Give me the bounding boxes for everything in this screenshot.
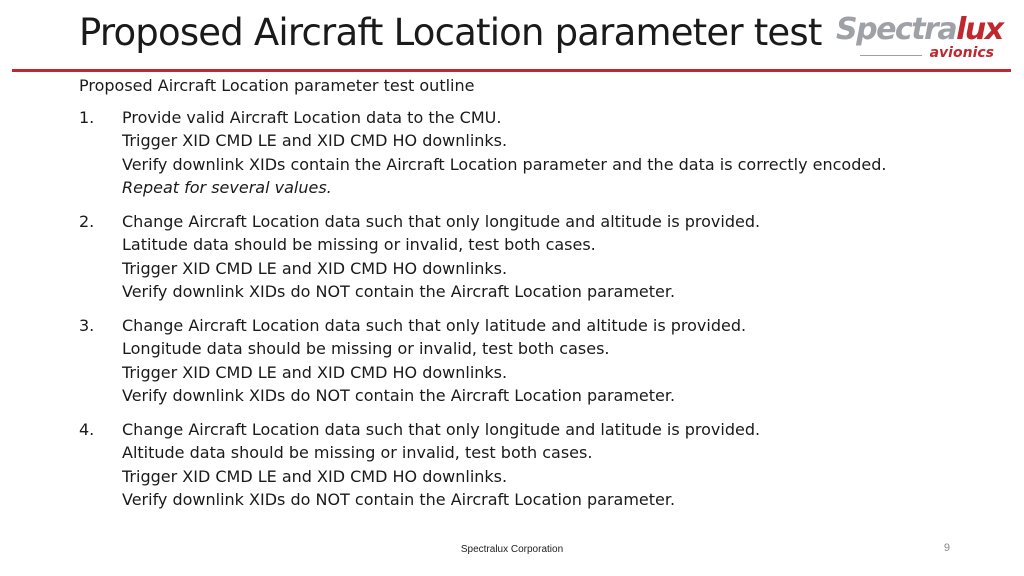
item-line: Provide valid Aircraft Location data to the CMU. bbox=[122, 107, 502, 127]
list-item bbox=[79, 106, 1009, 200]
logo-wordmark: Spectralux bbox=[836, 12, 1003, 47]
spectralux-logo bbox=[836, 12, 1008, 66]
item-line: Altitude data should be missing or invalid, test both cases. bbox=[122, 443, 593, 462]
outline-intro: Proposed Aircraft Location parameter test outline bbox=[79, 76, 475, 95]
item-line: Change Aircraft Location data such that only longitude and altitude is provided. bbox=[122, 211, 761, 231]
logo-divider bbox=[860, 55, 922, 56]
item-line: Trigger XID CMD LE and XID CMD HO downlinks. bbox=[122, 362, 508, 382]
slide-title: Proposed Aircraft Location parameter test bbox=[79, 11, 822, 54]
title-rule bbox=[12, 69, 1011, 72]
item-number: 2. bbox=[79, 211, 95, 231]
list-item bbox=[79, 314, 1009, 408]
item-line: Trigger XID CMD LE and XID CMD HO downlinks. bbox=[122, 131, 508, 150]
item-line: Change Aircraft Location data such that only latitude and altitude is provided. bbox=[122, 315, 747, 335]
page-number: 9 bbox=[943, 542, 950, 554]
item-line: Trigger XID CMD LE and XID CMD HO downlinks. bbox=[122, 466, 508, 486]
item-number: 1. bbox=[79, 107, 95, 127]
slide-body bbox=[79, 74, 1009, 522]
item-line: Verify downlink XIDs do NOT contain the Aircraft Location parameter. bbox=[122, 282, 676, 301]
item-line: Latitude data should be missing or invalid, test both cases. bbox=[122, 235, 596, 254]
list-item bbox=[79, 210, 1009, 304]
list-item bbox=[79, 418, 1009, 512]
logo-tagline: avionics bbox=[929, 45, 994, 61]
item-line: Longitude data should be missing or invalid, test both cases. bbox=[122, 339, 610, 358]
item-line-note: Repeat for several values. bbox=[122, 178, 332, 197]
item-line: Change Aircraft Location data such that only longitude and latitude is provided. bbox=[122, 419, 761, 439]
item-number: 3. bbox=[79, 315, 95, 335]
item-line: Verify downlink XIDs contain the Aircraft Location parameter and the data is correctly encoded. bbox=[122, 154, 887, 174]
item-line: Verify downlink XIDs do NOT contain the Aircraft Location parameter. bbox=[122, 386, 676, 405]
item-line: Trigger XID CMD LE and XID CMD HO downlinks. bbox=[122, 258, 508, 278]
item-line: Verify downlink XIDs do NOT contain the Aircraft Location parameter. bbox=[122, 490, 676, 509]
item-number: 4. bbox=[79, 419, 95, 439]
footer-company: Spectralux Corporation bbox=[460, 544, 564, 555]
